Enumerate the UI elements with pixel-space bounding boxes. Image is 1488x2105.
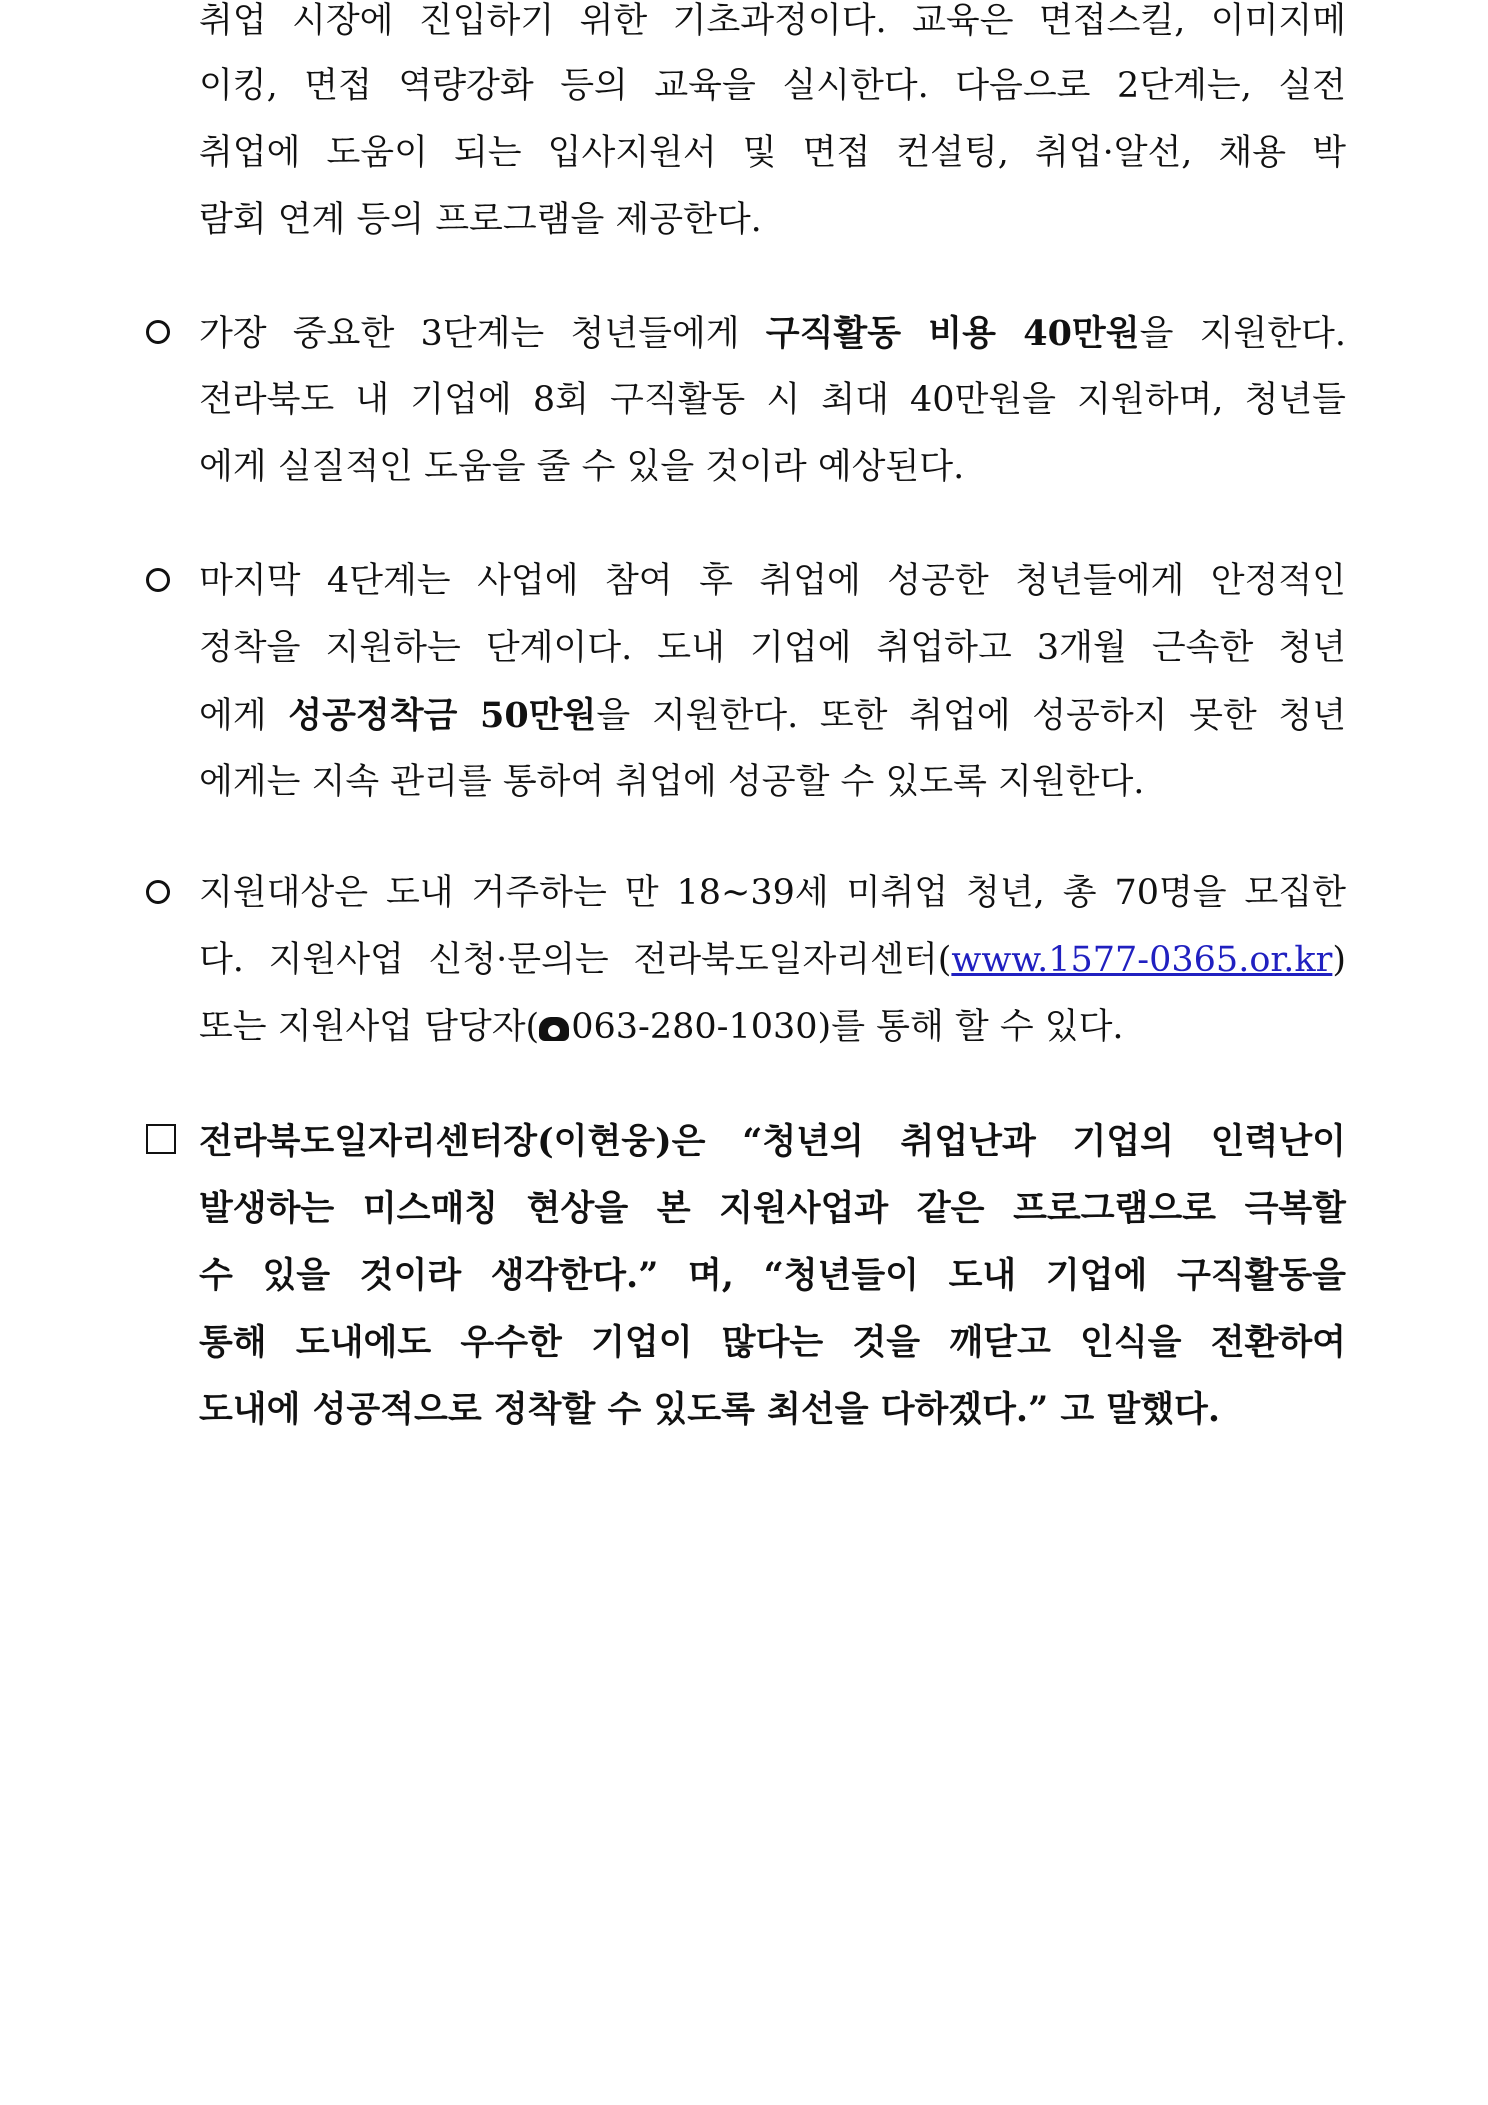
paragraph-line: 도내에 성공적으로 정착할 수 있도록 최선을 다하겠다.” 고 말했다.	[199, 1389, 1221, 1430]
paragraph-line	[199, 927, 1346, 994]
paragraph-line: 발생하는 미스매칭 현상을 본 지원사업과 같은 프로그램으로 극복할	[199, 1188, 1346, 1229]
square-bullet-icon	[146, 1124, 176, 1154]
circle-bullet-icon	[146, 880, 170, 904]
bold-text: 구직활동 비용 40만원	[765, 313, 1140, 354]
paragraph-line	[199, 682, 1346, 749]
paragraph-line: 전라북도일자리센터장(이현웅)은 “청년의 취업난과 기업의 인력난이	[199, 1121, 1346, 1162]
text-span: 에게	[199, 696, 289, 736]
text-span: )를 통해 할 수 있다.	[817, 1007, 1124, 1047]
paragraph-line: 통해 도내에도 우수한 기업이 많다는 것을 깨닫고 인식을 전환하여	[199, 1322, 1346, 1363]
paragraph-line: 마지막 4단계는 사업에 참여 후 취업에 성공한 청년들에게 안정적인	[199, 561, 1346, 601]
paragraph-line	[199, 994, 1124, 1061]
text-span: 다. 지원사업 신청·문의는 전라북도일자리센터(	[199, 940, 952, 980]
website-link[interactable]: www.1577-0365.or.kr	[951, 940, 1333, 980]
paragraph-line: 람회 연계 등의 프로그램을 제공한다.	[199, 200, 762, 240]
paragraph-line: 정착을 지원하는 단계이다. 도내 기업에 취업하고 3개월 근속한 청년	[199, 628, 1346, 668]
paragraph-line: 에게는 지속 관리를 통하여 취업에 성공할 수 있도록 지원한다.	[199, 762, 1145, 802]
circle-bullet-icon	[146, 320, 170, 344]
text-span: 가장 중요한 3단계는 청년들에게	[199, 314, 766, 354]
text-span: 또는 지원사업 담당자(	[199, 1007, 540, 1047]
paragraph-line: 취업 시장에 진입하기 위한 기초과정이다. 교육은 면접스킬, 이미지메	[199, 1, 1346, 41]
paragraph-line	[199, 300, 1346, 367]
paragraph-line: 수 있을 것이라 생각한다.” 며, “청년들이 도내 기업에 구직활동을	[199, 1255, 1346, 1296]
telephone-icon	[539, 1017, 569, 1041]
text-span: )	[1332, 940, 1346, 980]
circle-bullet-icon	[146, 568, 170, 592]
paragraph-line: 이킹, 면접 역량강화 등의 교육을 실시한다. 다음으로 2단계는, 실전	[199, 66, 1346, 106]
paragraph-line: 에게 실질적인 도움을 줄 수 있을 것이라 예상된다.	[199, 447, 965, 487]
paragraph-line: 지원대상은 도내 거주하는 만 18~39세 미취업 청년, 총 70명을 모집한	[199, 873, 1346, 913]
bold-text: 성공정착금 50만원	[288, 695, 597, 736]
paragraph-line: 취업에 도움이 되는 입사지원서 및 면접 컨설팅, 취업·알선, 채용 박	[199, 133, 1346, 173]
text-span: 을 지원한다. 또한 취업에 성공하지 못한 청년	[596, 696, 1346, 736]
paragraph-line: 전라북도 내 기업에 8회 구직활동 시 최대 40만원을 지원하며, 청년들	[199, 380, 1346, 420]
text-span: 을 지원한다.	[1139, 314, 1346, 354]
phone-number: 063-280-1030	[571, 1007, 818, 1047]
